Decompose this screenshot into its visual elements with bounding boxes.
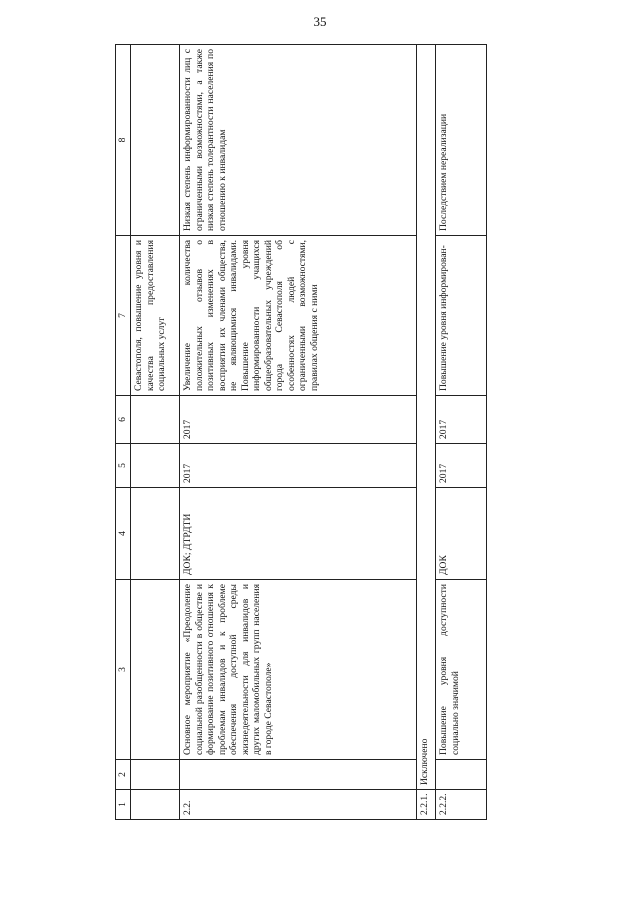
page-number: 35 [313,14,327,29]
table-row-2-2-2 [436,45,487,820]
cell-empty [131,580,180,760]
expected-result-cell: Повышение уровня информирован- [436,236,487,396]
header-cell-6: 6 [116,396,131,444]
cell-empty [131,488,180,580]
cell-empty [131,396,180,444]
measure-name-cell: Основное мероприятие «Преодоление социальной разобщенности в обществе и формирование позитивного отношения к проблемам инвалидов и к проблеме обеспечения доступной среды жизнедеятельности для инвалидов и других маломобильных групп населения в городе Севастополе» [180,580,417,760]
consequences-cell: Последствием нереализации [436,45,487,236]
rotated-table-wrapper [115,45,595,820]
cell-empty [131,790,180,820]
header-row [116,45,131,820]
cell-empty [131,760,180,790]
continuation-result-cell: Севастополя, повышение уровня и качества предоставления социальных услуг [131,236,180,396]
row-number: 2.2.1. [417,790,436,820]
start-year-cell: 2017 [180,444,417,488]
table-row-continuation [131,45,180,820]
cell-empty [436,760,487,790]
table-row-2-2-1 [417,45,436,820]
row-number: 2.2.2. [436,790,487,820]
table-row-2-2 [180,45,417,820]
measure-name-cell: Повышение уровня доступности социально значимой [436,580,487,760]
end-year-cell: 2017 [436,396,487,444]
excluded-cell: Исключено [417,45,436,790]
header-cell-7: 7 [116,236,131,396]
end-year-cell: 2017 [180,396,417,444]
cell-empty [180,760,417,790]
executor-cell: ДОК [436,488,487,580]
header-cell-2: 2 [116,760,131,790]
header-cell-5: 5 [116,444,131,488]
header-cell-8: 8 [116,45,131,236]
consequences-cell: Низкая степень информированности лиц с ограниченными возможностями, а также низкая степень толерантности населения по отношению к инвалидам [180,45,417,236]
cell-empty [131,45,180,236]
cell-empty [131,444,180,488]
row-number: 2.2. [180,790,417,820]
header-cell-1: 1 [116,790,131,820]
header-cell-4: 4 [116,488,131,580]
measures-table [115,44,487,820]
start-year-cell: 2017 [436,444,487,488]
header-cell-3: 3 [116,580,131,760]
executor-cell: ДОК; ДТРДТИ [180,488,417,580]
expected-result-cell: Увеличение количества положительных отзывов о позитивных изменениях в восприятии их членами общества, не являющимися инвалидами. Повышение уровня информированности учащихся общеобразовательных учреждений города Севастополя об особенностях людей с ограниченными возможностями, правилах общения с ними [180,236,417,396]
